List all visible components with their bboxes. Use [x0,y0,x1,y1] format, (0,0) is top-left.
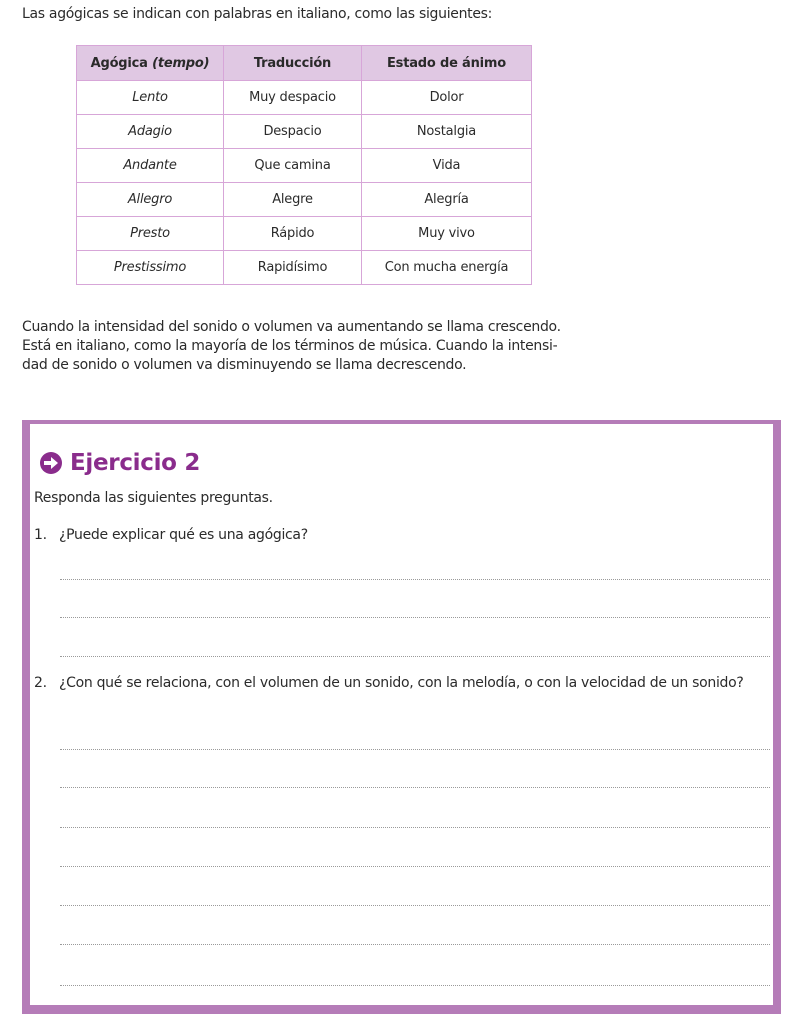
question-text: ¿Con qué se relaciona, con el volumen de un sonido, con la melodía, o con la velocidad de un sonido? [59,675,744,691]
table-row [77,149,532,183]
table-row [77,81,532,115]
tempo-table [76,45,532,285]
paragraph-line: Está en italiano, como la mayoría de los términos de música. Cuando la intensi- [22,338,558,354]
cell-estado: Dolor [362,81,532,115]
answer-line[interactable] [60,944,770,945]
answer-line[interactable] [60,866,770,867]
cell-estado: Alegría [362,183,532,217]
dynamics-paragraph [22,318,642,375]
exercise-instruction: Responda las siguientes preguntas. [34,490,273,506]
header-estado: Estado de ánimo [362,46,532,81]
cell-traduccion: Que camina [224,149,362,183]
intro-text: Las agógicas se indican con palabras en italiano, como las siguientes: [22,6,493,22]
cell-traduccion: Muy despacio [224,81,362,115]
question-text: ¿Puede explicar qué es una agógica? [59,527,308,543]
question-number: 2. [34,675,47,691]
answer-line[interactable] [60,749,770,750]
header-agogica-label: Agógica [90,55,148,71]
question-1 [34,526,769,545]
cell-estado: Nostalgia [362,115,532,149]
cell-agogica: Adagio [77,115,224,149]
table-row [77,251,532,285]
header-traduccion: Traducción [224,46,362,81]
exercise-title: Ejercicio 2 [70,450,201,476]
cell-estado: Vida [362,149,532,183]
cell-agogica: Allegro [77,183,224,217]
cell-estado: Con mucha energía [362,251,532,285]
table-row [77,217,532,251]
paragraph-line: dad de sonido o volumen va disminuyendo se llama decrescendo. [22,357,467,373]
exercise-header [40,450,200,476]
arrow-circle-right-icon [40,452,62,474]
table-row [77,183,532,217]
cell-estado: Muy vivo [362,217,532,251]
answer-line[interactable] [60,656,770,657]
cell-agogica: Presto [77,217,224,251]
answer-line[interactable] [60,827,770,828]
cell-traduccion: Rapidísimo [224,251,362,285]
table-header-row [77,46,532,81]
answer-line[interactable] [60,617,770,618]
table-row [77,115,532,149]
question-number: 1. [34,527,47,543]
answer-line[interactable] [60,905,770,906]
header-agogica-italic: (tempo) [152,55,210,71]
answer-line[interactable] [60,787,770,788]
cell-traduccion: Alegre [224,183,362,217]
exercise-box [22,420,781,1014]
cell-agogica: Prestissimo [77,251,224,285]
cell-traduccion: Despacio [224,115,362,149]
answer-line[interactable] [60,985,770,986]
answer-line[interactable] [60,579,770,580]
question-2 [34,674,769,693]
paragraph-line: Cuando la intensidad del sonido o volumen va aumentando se llama crescendo. [22,319,561,335]
cell-traduccion: Rápido [224,217,362,251]
cell-agogica: Andante [77,149,224,183]
header-agogica [77,46,224,81]
cell-agogica: Lento [77,81,224,115]
